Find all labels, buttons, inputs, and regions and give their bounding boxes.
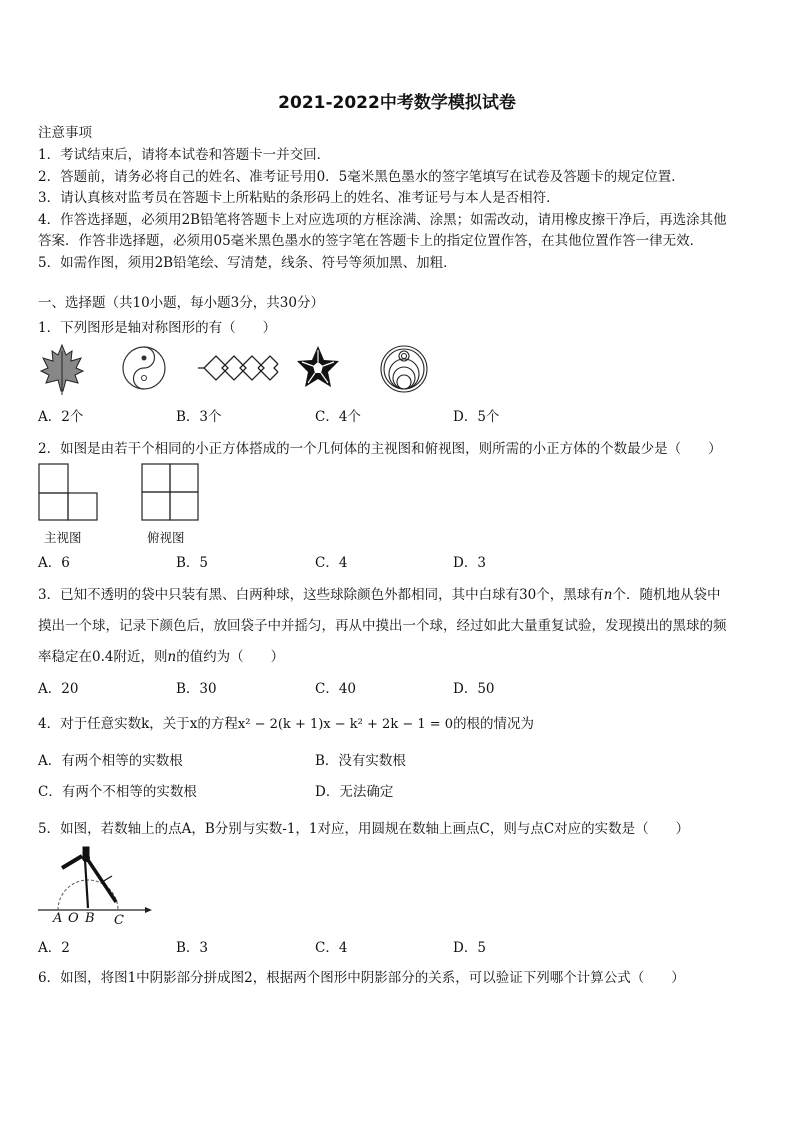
nested-circles-icon <box>381 346 427 392</box>
q4-option-a: A．有两个相等的实数根 <box>38 753 183 769</box>
q3-line-3 <box>38 645 284 665</box>
q3-line-1-text-b: 个．随机地从袋中 <box>612 587 721 603</box>
q2-caption-top: 俯视图 <box>147 530 185 545</box>
notice-line-1: 1．考试结束后，请将本试卷和答题卡一并交回． <box>38 147 331 163</box>
q4-stem-text-a: 4．对于任意实数k，关于x的方程 <box>38 716 238 732</box>
q3-option-d: D．50 <box>453 681 495 697</box>
q3-line-3-text-b: 的值约为（ ） <box>176 649 285 665</box>
q2-caption-front: 主视图 <box>44 530 82 545</box>
star-flower-icon <box>297 346 339 387</box>
q3-option-a: A．20 <box>38 681 79 697</box>
q5-option-d: D．5 <box>453 940 486 956</box>
q5-label-a: A <box>53 911 63 926</box>
q1-option-a: A．2个 <box>38 409 84 425</box>
section-heading: 一、选择题（共10小题，每小题3分，共30分） <box>38 295 324 311</box>
page-title: 2021-2022中考数学模拟试卷 <box>278 93 516 113</box>
q6-stem: 6．如图，将图1中阴影部分拼成图2，根据两个图形中阴影部分的关系，可以验证下列哪个计算公式（ ） <box>38 970 685 986</box>
compass-icon <box>62 847 116 908</box>
notice-heading: 注意事项 <box>38 125 92 141</box>
q2-top-view <box>141 463 201 525</box>
q3-line-1-text-a: 3．已知不透明的袋中只装有黑、白两种球，这些球除颜色外都相同，其中白球有30个，黑球有 <box>38 587 604 603</box>
q2-stem: 2．如图是由若干个相同的小正方体搭成的一个几何体的主视图和俯视图，则所需的小正方体的个数最少是（ ） <box>38 441 722 457</box>
q2-option-d: D．3 <box>453 555 486 571</box>
q1-stem: 1．下列图形是轴对称图形的有（ ） <box>38 320 277 336</box>
q3-option-c: C．40 <box>315 681 357 697</box>
q4-equation: x² − 2(k + 1)x − k² + 2k − 1 = 0 <box>237 717 454 732</box>
q2-option-b: B．5 <box>176 555 209 571</box>
q5-label-o: O <box>68 911 79 926</box>
q5-stem: 5．如图，若数轴上的点A，B分别与实数-1，1对应，用圆规在数轴上画点C，则与点C对应的实数是（ ） <box>38 821 690 837</box>
q3-var-n-2: n <box>167 649 177 665</box>
q5-option-c: C．4 <box>315 940 348 956</box>
notice-line-5: 5．如需作图，须用2B铅笔绘、写清楚，线条、符号等须加黑、加粗． <box>38 255 457 271</box>
q4-option-c: C．有两个不相等的实数根 <box>38 784 197 800</box>
maple-leaf-icon <box>41 345 83 395</box>
q3-line-2: 摸出一个球，记录下颜色后，放回袋子中并摇匀，再从中摸出一个球，经过如此大量重复试验，发现摸出的黑球的频 <box>38 618 727 634</box>
q5-label-c: C <box>114 913 124 928</box>
notice-line-4: 4．作答选择题，必须用2B铅笔将答题卡上对应选项的方框涂满、涂黑；如需改动，请用橡皮擦干净后，再选涂其他 <box>38 212 727 228</box>
q4-stem <box>38 712 534 732</box>
q1-option-d: D．5个 <box>453 409 500 425</box>
q2-option-a: A．6 <box>38 555 70 571</box>
q4-stem-text-b: 的根的情况为 <box>453 716 535 732</box>
q3-line-1 <box>38 583 720 603</box>
knot-pattern-icon <box>198 356 278 380</box>
q4-option-d: D．无法确定 <box>315 784 394 800</box>
q1-option-c: C．4个 <box>315 409 361 425</box>
yin-yang-icon <box>123 347 165 389</box>
notice-line-3: 3．请认真核对监考员在答题卡上所粘贴的条形码上的姓名、准考证号与本人是否相符． <box>38 190 560 206</box>
notice-line-4-cont: 答案．作答非选择题，必须用05毫米黑色墨水的签字笔在答题卡上的指定位置作答，在其他位置作答一律无效． <box>38 233 704 249</box>
q1-figures <box>38 341 428 403</box>
q5-option-a: A．2 <box>38 940 70 956</box>
q1-option-b: B．3个 <box>176 409 222 425</box>
notice-line-2: 2．答题前，请务必将自己的姓名、准考证号用0．5毫米黑色墨水的签字笔填写在试卷及答题卡的规定位置． <box>38 169 685 185</box>
q2-front-view <box>38 463 100 525</box>
q3-var-n: n <box>603 587 613 603</box>
q3-option-b: B．30 <box>176 681 217 697</box>
q5-label-b: B <box>85 911 95 926</box>
q4-option-b: B．没有实数根 <box>315 753 406 769</box>
q2-option-c: C．4 <box>315 555 348 571</box>
q5-option-b: B．3 <box>176 940 209 956</box>
q3-line-3-text-a: 率稳定在0.4附近，则 <box>38 649 168 665</box>
